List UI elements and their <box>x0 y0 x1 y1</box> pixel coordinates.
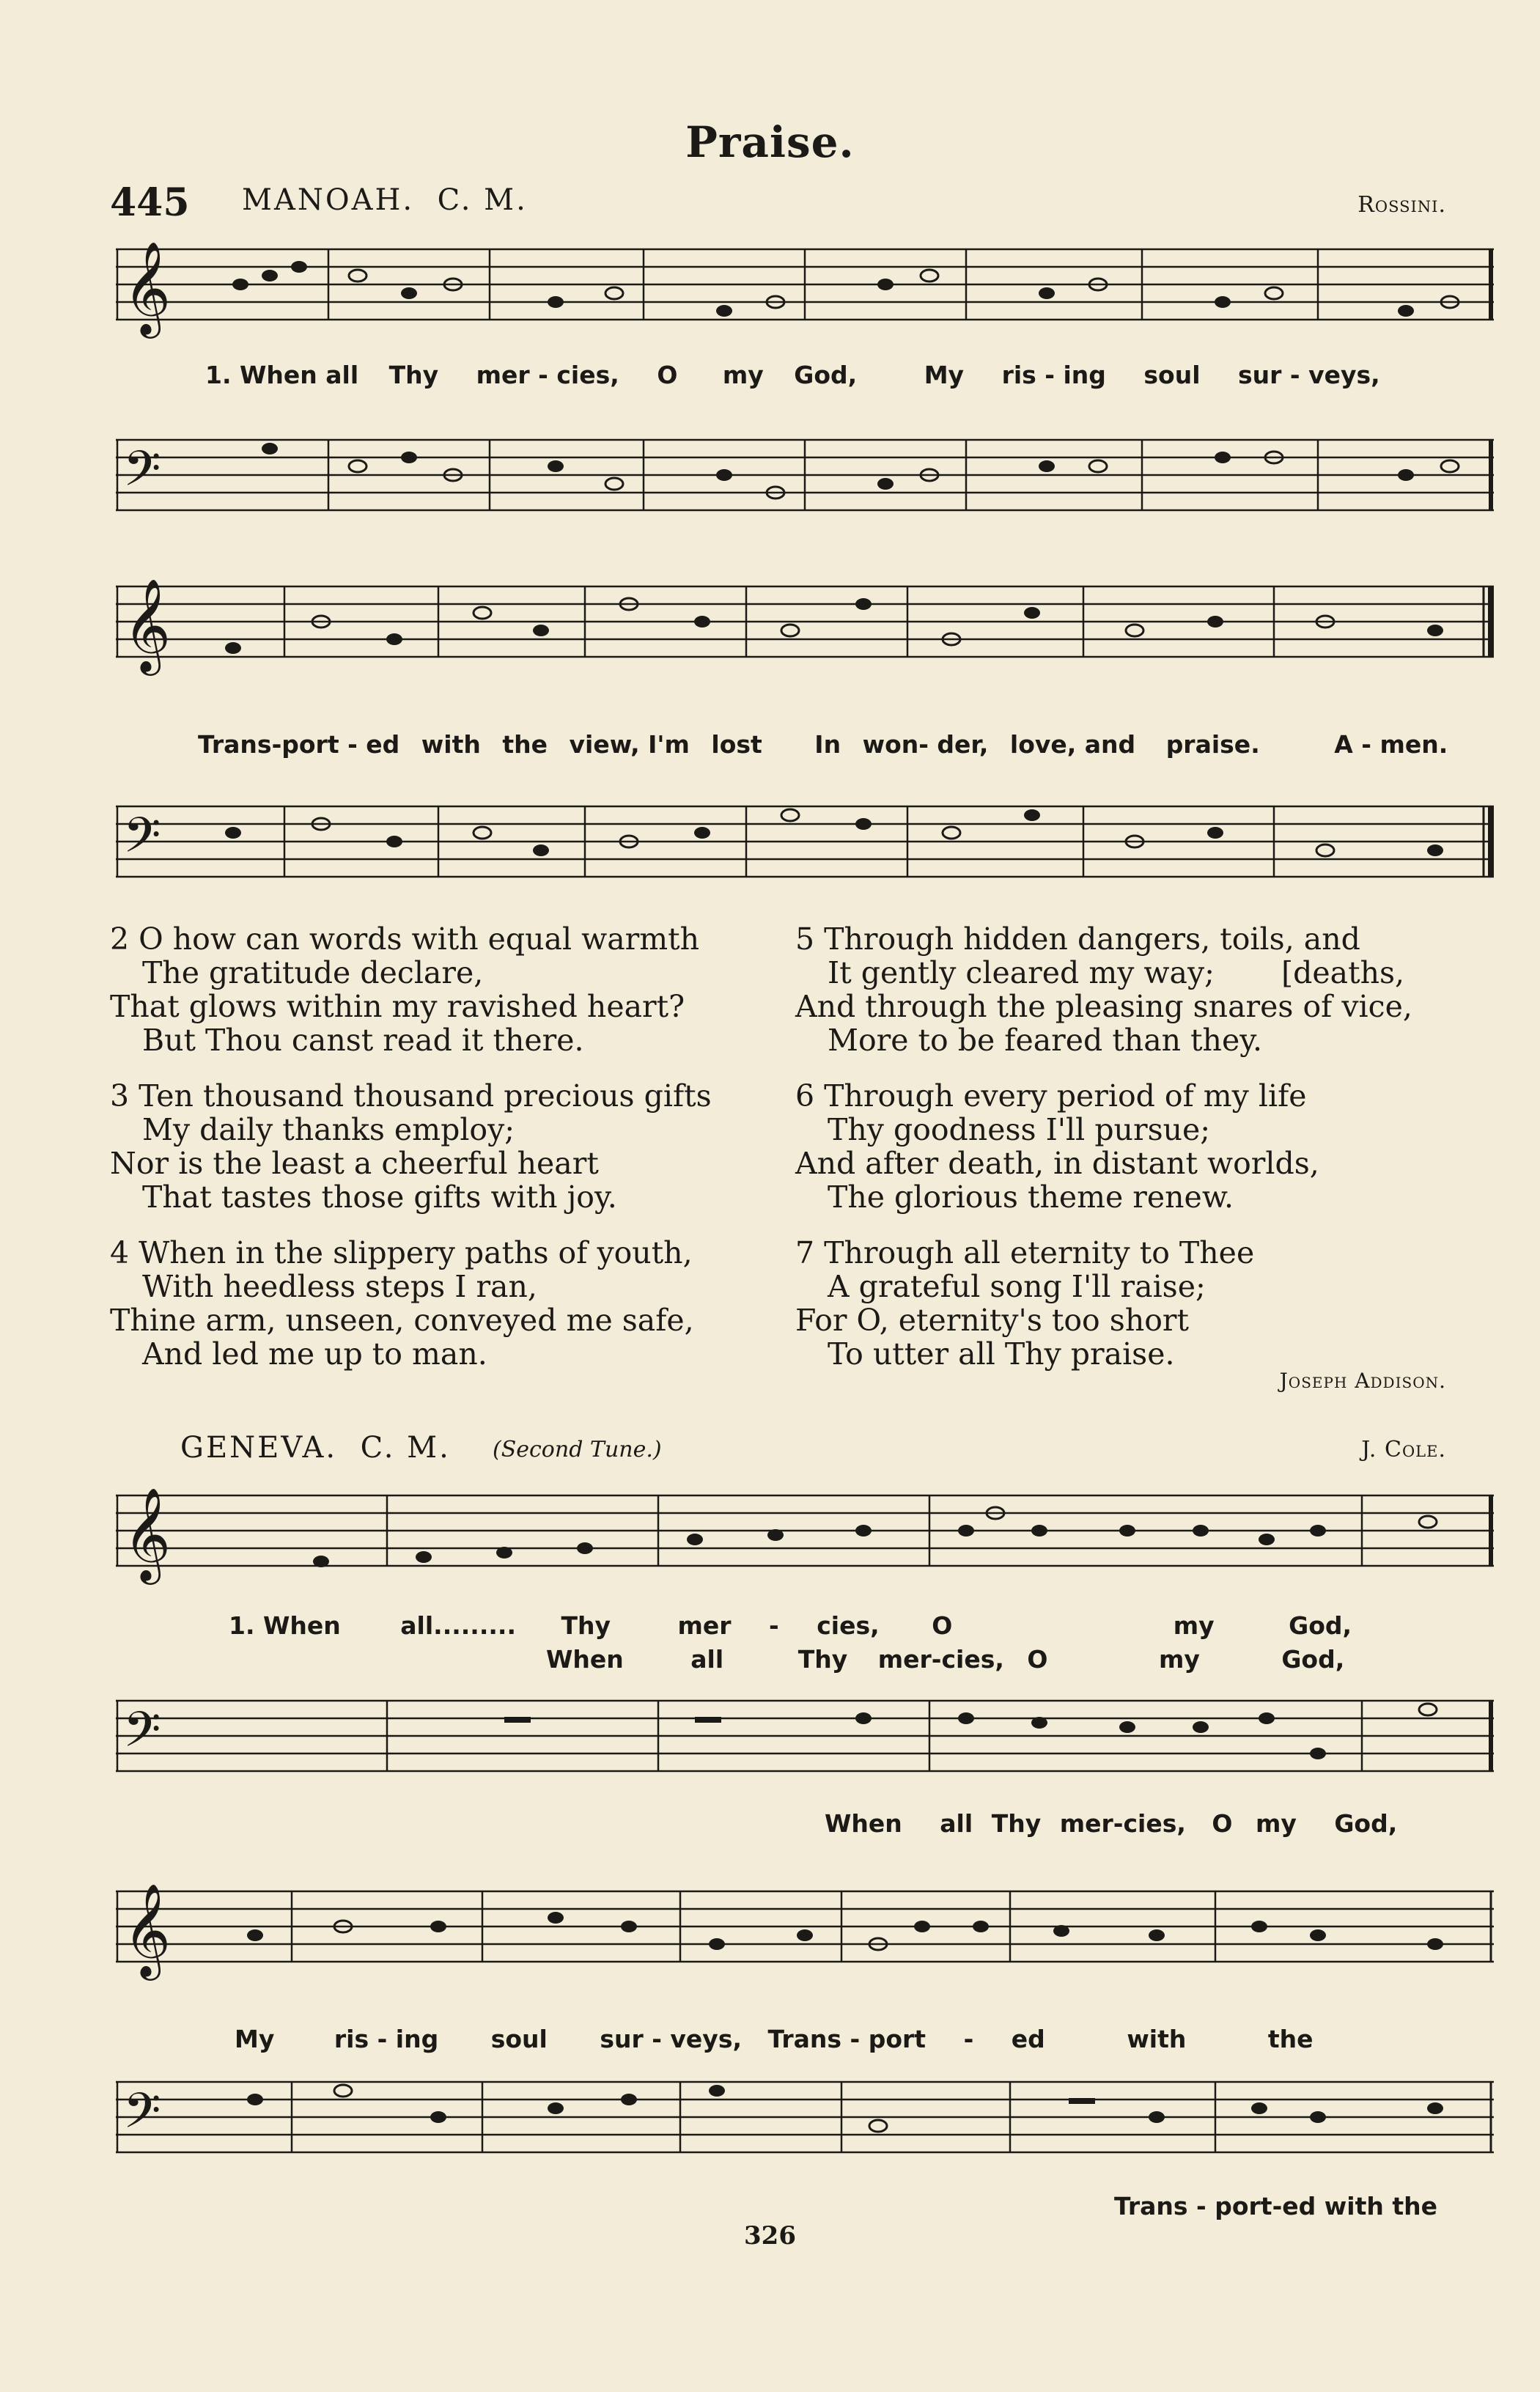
staff-bass-1 <box>116 396 1494 542</box>
second-lyric-line-2 <box>235 2025 1314 2053</box>
lyric-word: view, I'm <box>569 730 690 759</box>
stanza-line: 4 When in the slippery paths of youth, <box>110 1235 693 1270</box>
lyric-word: When <box>825 1809 902 1838</box>
svg-text:𝄞: 𝄞 <box>123 578 172 671</box>
lyric-word: sur - veys, <box>1238 361 1380 389</box>
lyric-word: all......... <box>400 1611 516 1640</box>
lyric-word: the <box>502 730 548 759</box>
lyric-word: mer - cies, <box>476 361 619 389</box>
second-tune-meter: C. M. <box>360 1431 451 1465</box>
stanza-line: 2 O how can words with equal warmth <box>110 921 700 957</box>
lyric-word: O <box>1212 1809 1233 1838</box>
lyric-word: with <box>421 730 481 759</box>
lyric-word: Thy <box>991 1809 1042 1838</box>
lyric-word: my <box>1255 1809 1297 1838</box>
page-number: 326 <box>744 2221 796 2251</box>
lyric-word: soul <box>1143 361 1201 389</box>
lyric-word: - <box>769 1611 779 1640</box>
second-lyric-line-1b <box>546 1645 1344 1674</box>
lyric-word: soul <box>490 2025 548 2053</box>
stanza-line: But Thou canst read it there. <box>142 1023 584 1058</box>
second-tune-title: GENEVA. <box>180 1431 338 1465</box>
lyric-word: Thy <box>388 361 439 389</box>
stanza-line: 5 Through hidden dangers, toils, and <box>795 921 1360 957</box>
staff-treble-2 <box>116 557 1494 704</box>
lyric-word: cies, <box>817 1611 880 1640</box>
stanza-line: More to be feared than they. <box>828 1023 1262 1058</box>
tune-name <box>242 183 528 217</box>
lyric-word: O <box>657 361 678 389</box>
stanza-line: To utter all Thy praise. <box>828 1336 1175 1372</box>
svg-text:𝄢: 𝄢 <box>123 1701 161 1770</box>
lyric-word: lost <box>711 730 762 759</box>
second-tune-composer: J. Cole. <box>1361 1437 1446 1462</box>
tune-title: MANOAH. <box>242 183 415 217</box>
stanza-line: That glows within my ravished heart? <box>110 989 685 1024</box>
stanza-line: With heedless steps I ran, <box>142 1269 537 1304</box>
stanzas-right-column <box>795 922 1412 1393</box>
lyric-word: My <box>235 2025 275 2053</box>
lyric-word: 1. When all <box>205 361 359 389</box>
lyric-word: - <box>963 2025 974 2053</box>
lyric-word: the <box>1267 2025 1314 2053</box>
staff-bass-3 <box>116 1671 1494 1803</box>
lyric-line-2 <box>198 730 1448 759</box>
stanza-7 <box>795 1236 1412 1371</box>
stanzas-left-column <box>110 922 712 1393</box>
lyric-word: Trans - port-ed with the <box>1114 2192 1437 2220</box>
lyric-word: ed <box>1011 2025 1045 2053</box>
lyric-word: ris - ing <box>1001 361 1106 389</box>
stanza-line: 3 Ten thousand thousand precious gifts <box>110 1078 712 1114</box>
lyric-word: sur - veys, <box>600 2025 742 2053</box>
staff-bass-4 <box>116 2053 1494 2185</box>
stanza-line: And led me up to man. <box>142 1336 487 1372</box>
stanza-line: Nor is the least a cheerful heart <box>110 1146 599 1181</box>
tune-meter: C. M. <box>437 183 528 217</box>
lyric-word: In <box>814 730 841 759</box>
lyric-word: won- der, <box>862 730 989 759</box>
lyric-word: 1. When <box>229 1611 341 1640</box>
lyric-word: Trans-port - ed <box>198 730 400 759</box>
svg-text:𝄢: 𝄢 <box>123 807 161 875</box>
lyric-word: mer-cies, <box>1059 1809 1186 1838</box>
lyric-word: praise. <box>1165 730 1260 759</box>
stanza-line: A grateful song I'll raise; <box>828 1269 1206 1304</box>
stanza-4 <box>110 1236 712 1371</box>
lyric-word: mer <box>677 1611 732 1640</box>
stanza-line: Thine arm, unseen, conveyed me safe, <box>110 1303 694 1338</box>
lyric-word: ris - ing <box>334 2025 439 2053</box>
svg-text:𝄞: 𝄞 <box>123 1487 172 1580</box>
lyric-word: A - men. <box>1334 730 1448 759</box>
lyric-word: God, <box>1334 1809 1398 1838</box>
stanza-line: The glorious theme renew. <box>828 1180 1234 1215</box>
lyric-word: Thy <box>797 1645 848 1674</box>
lyric-word: all <box>690 1645 724 1674</box>
lyric-word: When <box>546 1645 624 1674</box>
stanza-line: It gently cleared my way; [deaths, <box>828 955 1405 990</box>
lyric-word: my <box>722 361 764 389</box>
second-lyric-line-2b <box>1114 2192 1437 2220</box>
stanza-6 <box>795 1079 1412 1214</box>
staff-treble-4 <box>116 1862 1494 2009</box>
hymn-number: 445 <box>110 180 190 225</box>
svg-text:𝄞: 𝄞 <box>123 1883 172 1976</box>
lyric-word: with <box>1127 2025 1187 2053</box>
lyric-word: O <box>932 1611 953 1640</box>
lyricist: Joseph Addison. <box>1279 1369 1446 1393</box>
staff-treble-3 <box>116 1466 1494 1613</box>
lyric-word: all <box>940 1809 973 1838</box>
second-lyric-line-1 <box>229 1611 1352 1640</box>
stanza-line: 7 Through all eternity to Thee <box>795 1235 1255 1270</box>
lyric-word: My <box>924 361 965 389</box>
lyric-word: mer-cies, <box>877 1645 1004 1674</box>
lyric-word: my <box>1173 1611 1215 1640</box>
lyric-word: my <box>1158 1645 1200 1674</box>
stanza-line: And through the pleasing snares of vice, <box>795 989 1412 1024</box>
stanza-2 <box>110 922 712 1057</box>
stanza-line: For O, eternity's too short <box>795 1303 1189 1338</box>
stanza-line: Thy goodness I'll pursue; <box>828 1112 1211 1147</box>
lyric-word: God, <box>1281 1645 1345 1674</box>
second-tune-name <box>180 1431 451 1465</box>
stanza-5 <box>795 922 1412 1057</box>
lyric-line-1 <box>205 361 1380 389</box>
section-title: Praise. <box>685 117 855 167</box>
lyric-word: God, <box>794 361 858 389</box>
staff-bass-2 <box>116 762 1494 909</box>
stanza-line: My daily thanks employ; <box>142 1112 515 1147</box>
lyric-word: love, and <box>1009 730 1136 759</box>
lyric-word: O <box>1027 1645 1048 1674</box>
stanza-3 <box>110 1079 712 1214</box>
stanza-line: That tastes those gifts with joy. <box>142 1180 617 1215</box>
svg-text:𝄢: 𝄢 <box>123 441 161 509</box>
lyric-word: Trans - port <box>767 2025 926 2053</box>
lyric-word: God, <box>1289 1611 1352 1640</box>
stanza-line: 6 Through every period of my life <box>795 1078 1307 1114</box>
svg-text:𝄞: 𝄞 <box>123 240 172 334</box>
staff-treble-1 <box>116 220 1494 367</box>
second-tune-subtitle: (Second Tune.) <box>493 1437 662 1462</box>
lyric-word: Thy <box>561 1611 611 1640</box>
svg-text:𝄢: 𝄢 <box>123 2083 161 2151</box>
second-lyric-line-1c <box>825 1809 1397 1838</box>
stanza-line: And after death, in distant worlds, <box>795 1146 1319 1181</box>
stanza-line: The gratitude declare, <box>142 955 484 990</box>
composer: Rossini. <box>1357 192 1446 218</box>
